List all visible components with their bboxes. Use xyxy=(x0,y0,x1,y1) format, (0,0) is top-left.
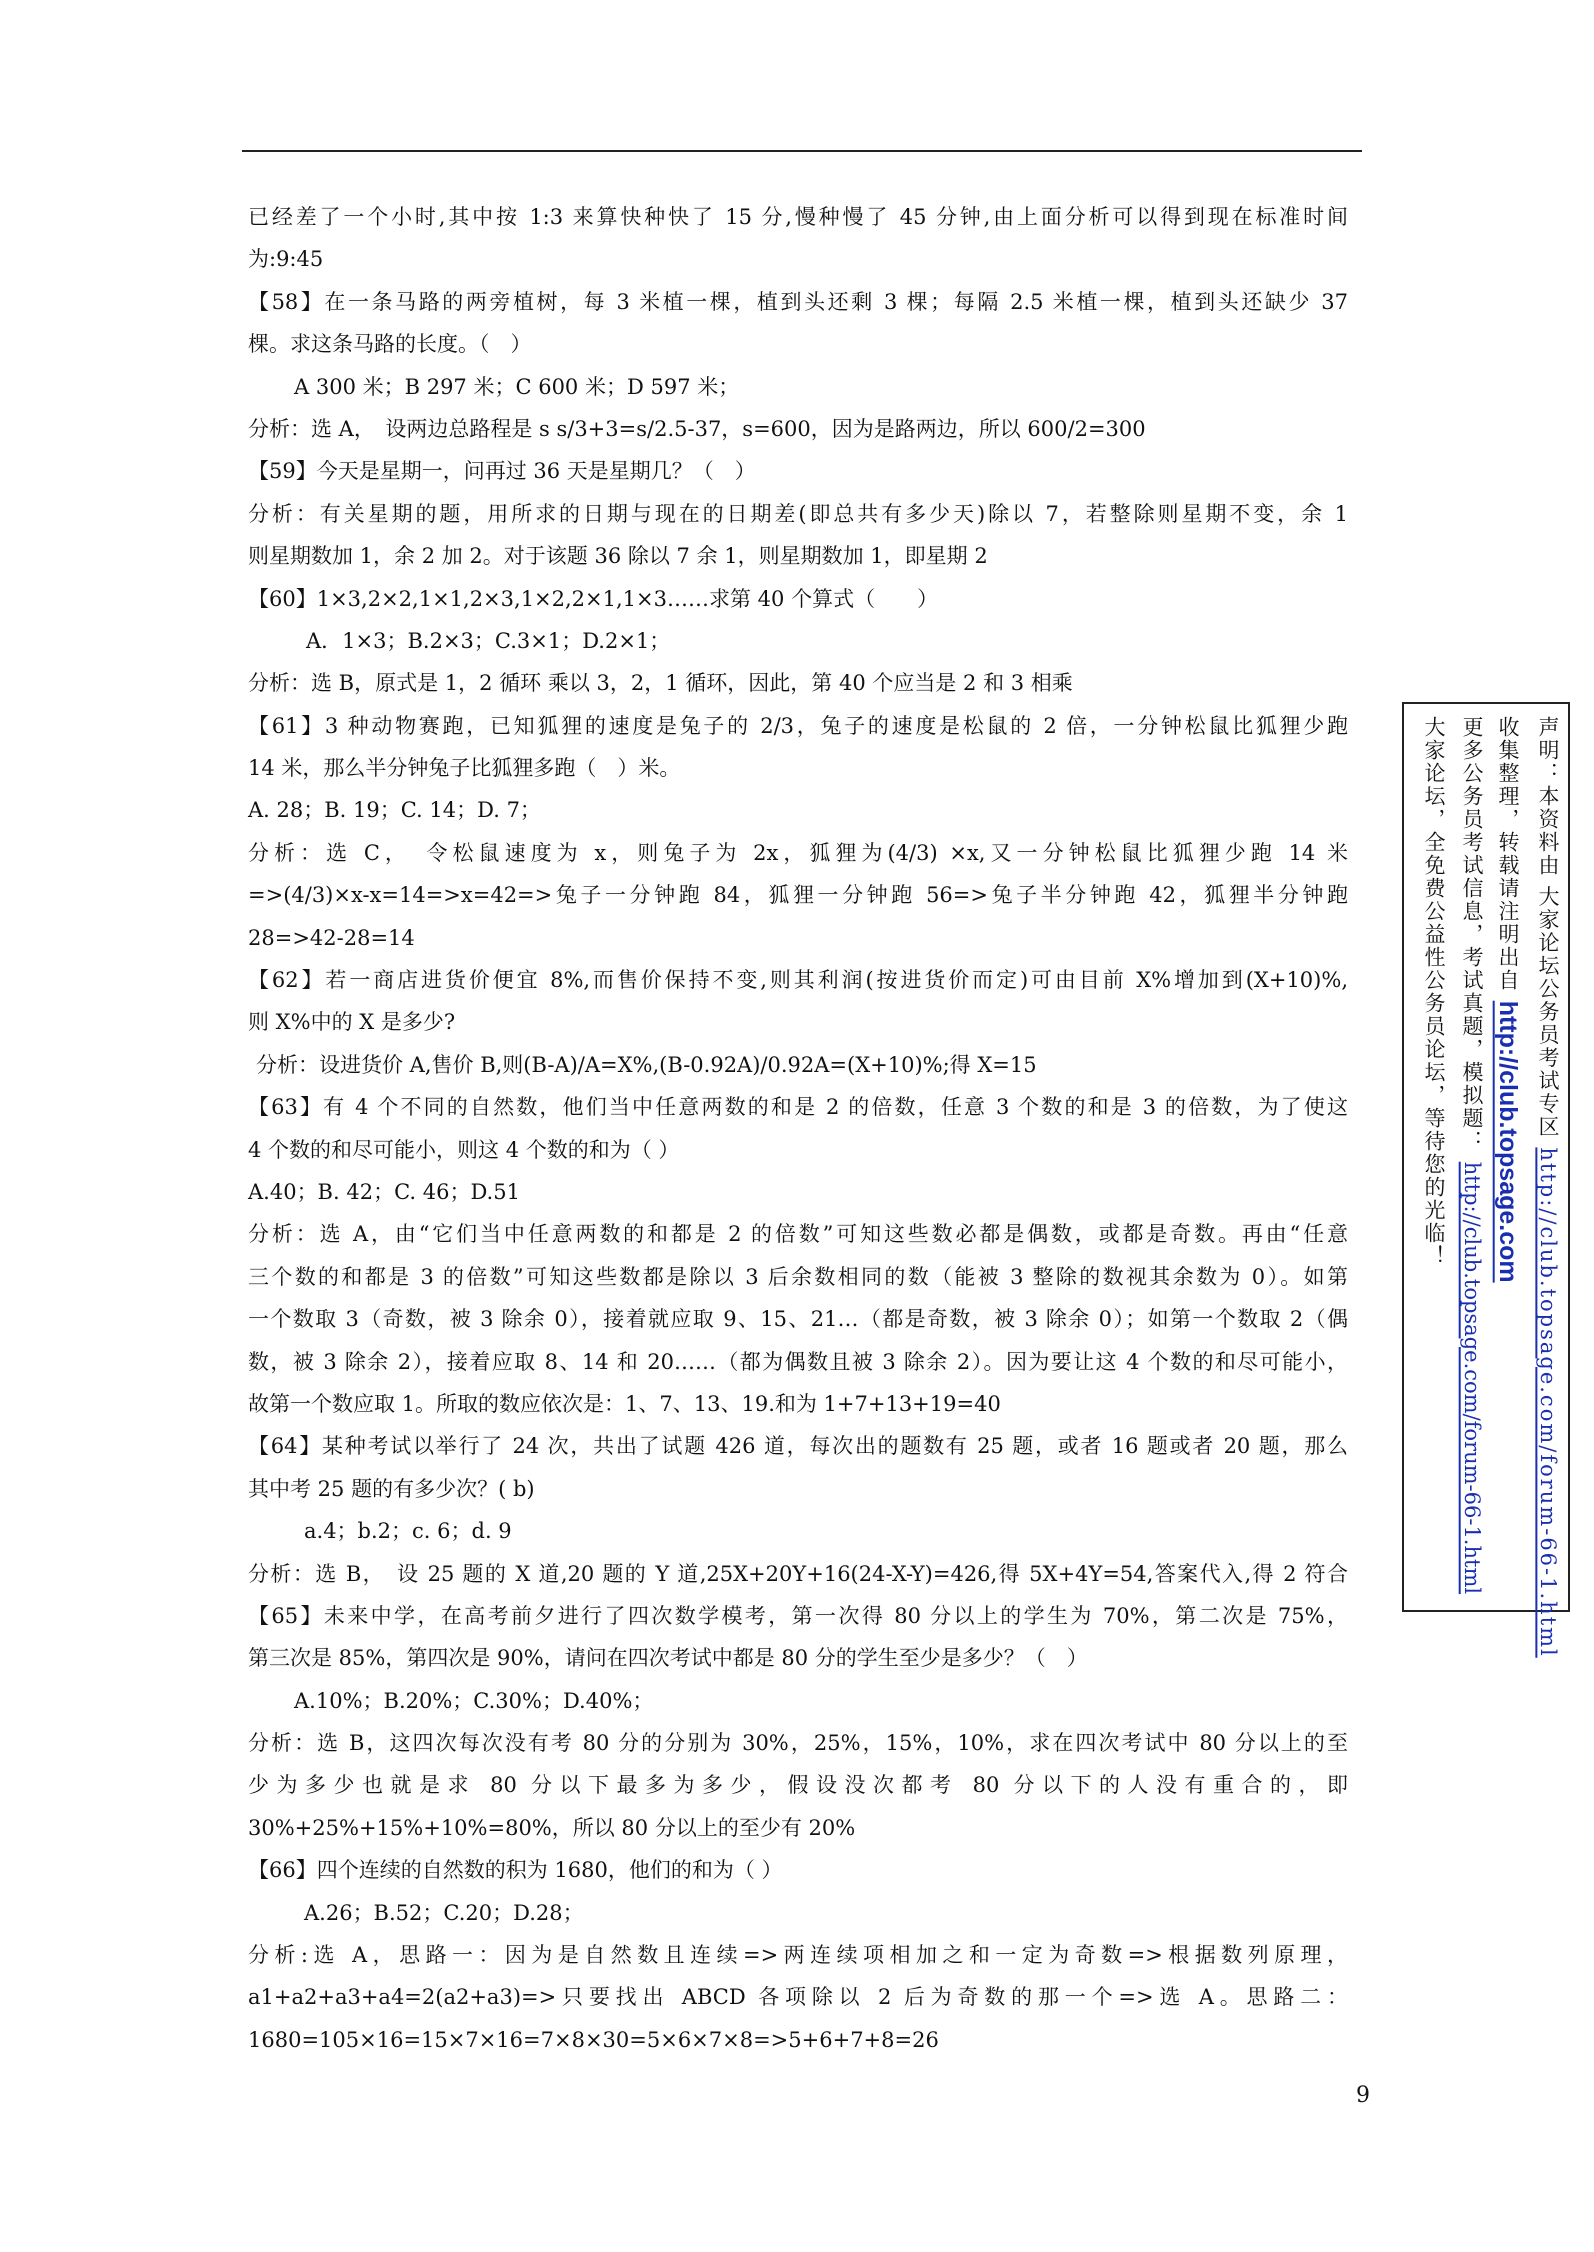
notice-text: 大家论坛，全免费公益性公务员论坛，等待您的光临！ xyxy=(1422,716,1446,1268)
options-line: A.10%；B.20%；C.30%；D.40%； xyxy=(294,1688,654,1713)
options-line: A．1×3；B.2×3；C.3×1；D.2×1； xyxy=(306,628,671,653)
options-line: A.26；B.52；C.20；D.28； xyxy=(304,1900,584,1925)
header-rule xyxy=(242,150,1362,152)
question-65: 【65】未来中学，在高考前夕进行了四次数学模考，第一次得 80 分以上的学生为 70%，第二次是 75%， xyxy=(248,1603,1348,1628)
sidebar-notice-box xyxy=(1402,702,1570,1658)
document-body xyxy=(248,196,1348,2061)
question-64: 【64】某种考试以举行了 24 次，共出了试题 426 道，每次出的题数有 25 题，或者 16 题或者 20 题，那么 xyxy=(248,1434,1348,1459)
notice-column-2 xyxy=(1495,716,1520,1602)
analysis-line: 分析：选 A， 设两边总路程是 s s/3+3=s/2.5-37，s=600，因为是路两边，所以 600/2=300 xyxy=(248,416,1146,441)
forum-link[interactable]: http://club.topsage.com/forum-66-1.html xyxy=(1536,1147,1560,1658)
text-line: a1+a2+a3+a4=2(a2+a3)=>只要找出 ABCD 各项除以 2 后为奇数的那一个=>选 A。思路二： xyxy=(248,1985,1348,2010)
text-line: 棵。求这条马路的长度。（ ） xyxy=(248,332,532,357)
notice-column-3 xyxy=(1461,716,1482,1602)
forum-link[interactable]: http://club.topsage.com/forum-66-1.html xyxy=(1460,1161,1484,1595)
options-line: a.4；b.2；c. 6；d. 9 xyxy=(304,1519,512,1544)
text-line: =>(4/3)×x-x=14=>x=42=>兔子一分钟跑 84，狐狸一分钟跑 56=>兔子半分钟跑 42，狐狸半分钟跑 xyxy=(248,883,1348,908)
question-60: 【60】1×3,2×2,1×1,2×3,1×2,2×1,1×3……求第 40 个算式（ ） xyxy=(248,586,939,611)
analysis-line: 分析：设进货价 A,售价 B,则(B-A)/A=X%,(B-0.92A)/0.92A=(X+10)%;得 X=15 xyxy=(256,1052,1037,1077)
notice-column-1 xyxy=(1536,716,1560,1658)
text-line: 为:9:45 xyxy=(248,247,324,272)
text-line: 少为多少也就是求 80 分以下最多为多少，假设没次都考 80 分以下的人没有重合的，即 xyxy=(248,1773,1348,1798)
text-line: 则 X%中的 X 是多少? xyxy=(248,1010,456,1035)
text-line: 第三次是 85%，第四次是 90%，请问在四次考试中都是 80 分的学生至少是多少？（ ） xyxy=(248,1646,1088,1671)
analysis-line: 分析：选 B，这四次每次没有考 80 分的分别为 30%，25%，15%，10%，求在四次考试中 80 分以上的至 xyxy=(248,1731,1348,1756)
text-line: 28=>42-28=14 xyxy=(248,925,415,950)
options-line: A.40；B. 42；C. 46；D.51 xyxy=(248,1179,520,1204)
notice-column-4 xyxy=(1423,716,1444,1602)
notice-text: 更多公务员考试信息，考试真题，模拟题： xyxy=(1460,716,1484,1153)
site-link[interactable]: http://club.topsage.com xyxy=(1494,1000,1522,1283)
question-62: 【62】若一商店进货价便宜 8%,而售价保持不变,则其利润(按进货价而定)可由目前 X%增加到(X+10)%, xyxy=(248,968,1348,993)
options-line: A 300 米；B 297 米；C 600 米；D 597 米； xyxy=(294,374,740,399)
analysis-line: 分析：选 B， 设 25 题的 X 道,20 题的 Y 道,25X+20Y+16(24-X-Y)=426,得 5X+4Y=54,答案代入,得 2 符合 xyxy=(248,1561,1348,1586)
question-59: 【59】今天是星期一，问再过 36 天是星期几？（ ） xyxy=(248,459,756,484)
analysis-line: 分析：选 A，由“它们当中任意两数的和都是 2 的倍数”可知这些数必都是偶数，或都是奇数。再由“任意 xyxy=(248,1222,1348,1247)
text-line: 30%+25%+15%+10%=80%，所以 80 分以上的至少有 20% xyxy=(248,1815,856,1840)
analysis-line: 分析:选 A，思路一：因为是自然数且连续=>两连续项相加之和一定为奇数=>根据数列原理， xyxy=(248,1943,1348,1968)
text-line: 一个数取 3（奇数，被 3 除余 0），接着就应取 9、15、21…（都是奇数，被 3 除余 0）；如第一个数取 2（偶 xyxy=(248,1307,1348,1332)
page-number: 9 xyxy=(1356,2083,1370,2108)
notice-text: 声明：本资料由 大家论坛公务员考试专区 xyxy=(1536,716,1560,1139)
question-66: 【66】四个连续的自然数的积为 1680，他们的和为（ ） xyxy=(248,1858,783,1883)
text-line: 14 米，那么半分钟兔子比狐狸多跑（ ）米。 xyxy=(248,756,681,781)
question-63: 【63】有 4 个不同的自然数，他们当中任意两数的和是 2 的倍数，任意 3 个数的和是 3 的倍数，为了使这 xyxy=(248,1095,1348,1120)
text-line: 三个数的和都是 3 的倍数”可知这些数都是除以 3 后余数相同的数（能被 3 整除的数视其余数为 0）。如第 xyxy=(248,1264,1348,1289)
notice-text: 收集整理，转载请注明出自 xyxy=(1496,716,1520,992)
options-line: A. 28；B. 19；C. 14；D. 7； xyxy=(248,798,541,823)
text-line: 1680=105×16=15×7×16=7×8×30=5×6×7×8=>5+6+7+8=26 xyxy=(248,2027,939,2052)
text-line: 其中考 25 题的有多少次？( b) xyxy=(248,1476,535,1501)
analysis-line: 分析：选 C， 令松鼠速度为 x，则兔子为 2x，狐狸为(4/3) ×x,又一分钟松鼠比狐狸少跑 14 米 xyxy=(248,840,1348,865)
question-61: 【61】3 种动物赛跑，已知狐狸的速度是兔子的 2/3，兔子的速度是松鼠的 2 倍，一分钟松鼠比狐狸少跑 xyxy=(248,713,1348,738)
text-line: 已经差了一个小时,其中按 1:3 来算快种快了 15 分,慢种慢了 45 分钟,由上面分析可以得到现在标准时间 xyxy=(248,205,1348,229)
question-58: 【58】在一条马路的两旁植树，每 3 米植一棵，植到头还剩 3 棵；每隔 2.5 米植一棵，植到头还缺少 37 xyxy=(248,289,1348,314)
text-line: 4 个数的和尽可能小，则这 4 个数的和为（ ） xyxy=(248,1137,680,1162)
text-line: 数，被 3 除余 2），接着应取 8、14 和 20……（都为偶数且被 3 除余 2）。因为要让这 4 个数的和尽可能小， xyxy=(248,1349,1348,1374)
text-line: 故第一个数应取 1。所取的数应依次是：1、7、13、19.和为 1+7+13+19=40 xyxy=(248,1391,1001,1416)
analysis-line: 分析：选 B，原式是 1，2 循环 乘以 3，2，1 循环，因此，第 40 个应当是 2 和 3 相乘 xyxy=(248,671,1073,696)
analysis-line: 分析：有关星期的题，用所求的日期与现在的日期差(即总共有多少天)除以 7，若整除则星期不变，余 1 xyxy=(248,501,1348,526)
text-line: 则星期数加 1，余 2 加 2。对于该题 36 除以 7 余 1，则星期数加 1，即星期 2 xyxy=(248,544,988,569)
